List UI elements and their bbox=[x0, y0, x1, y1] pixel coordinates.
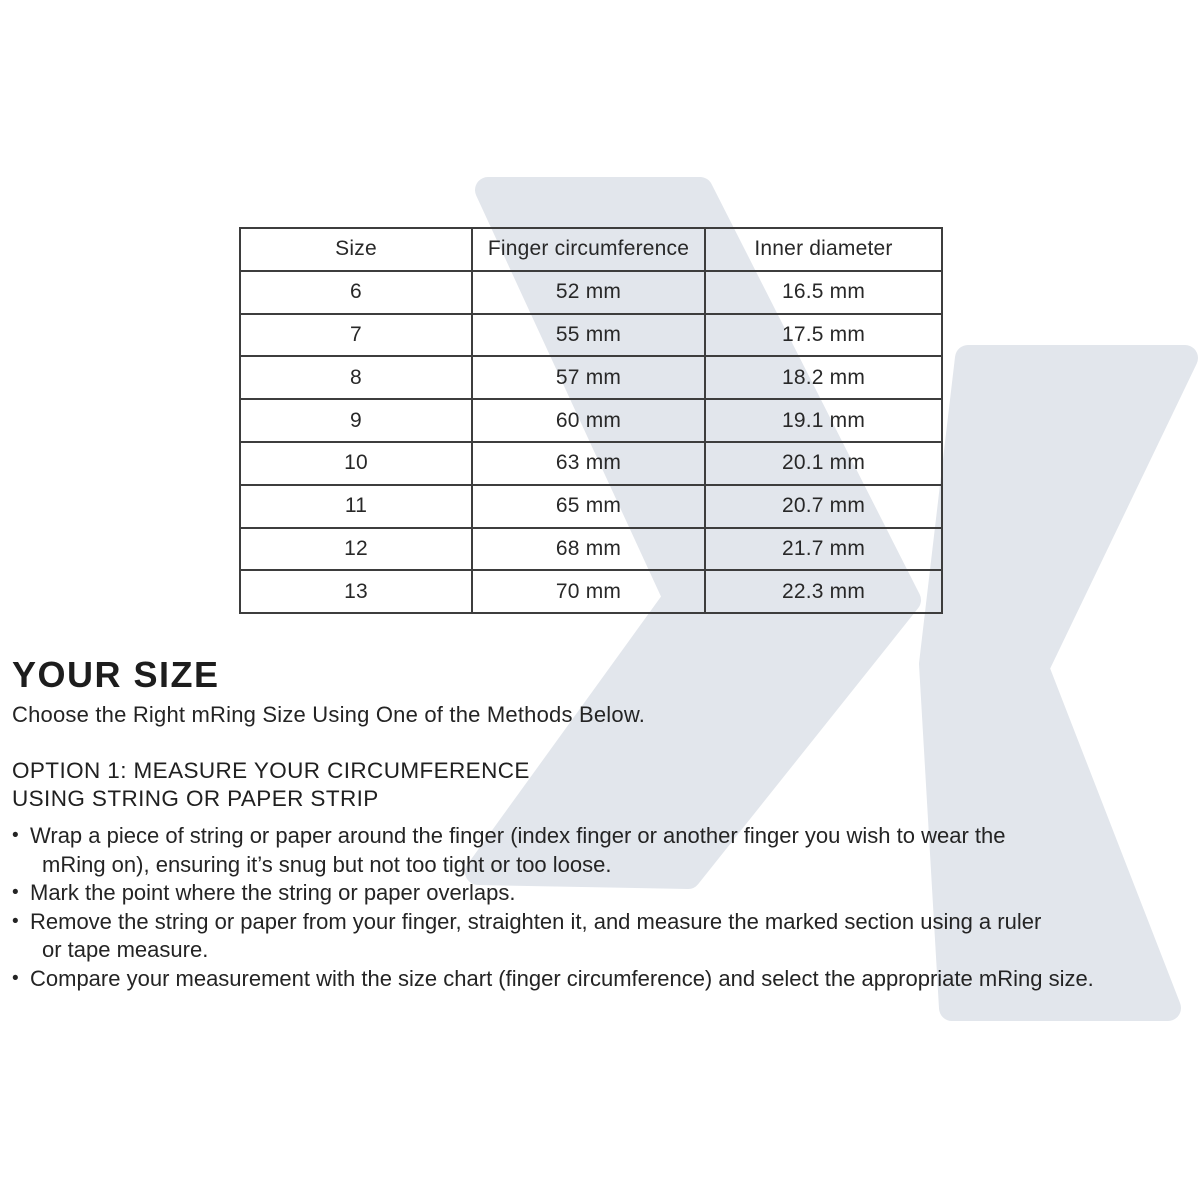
table-row bbox=[240, 485, 942, 528]
table-row bbox=[240, 528, 942, 571]
instruction-list bbox=[12, 822, 1196, 993]
instruction-item bbox=[12, 879, 1196, 908]
diameter-cell: 20.1 mm bbox=[705, 442, 942, 485]
circumference-cell: 57 mm bbox=[472, 356, 705, 399]
circumference-cell: 68 mm bbox=[472, 528, 705, 571]
bullet-icon: • bbox=[12, 882, 19, 903]
instruction-text bbox=[30, 908, 1196, 965]
bullet-icon: • bbox=[12, 967, 19, 989]
instruction-line: or tape measure. bbox=[42, 937, 209, 962]
instruction-line: Mark the point where the string or paper overlaps. bbox=[30, 880, 516, 905]
instruction-text bbox=[30, 879, 1196, 908]
size-cell: 11 bbox=[240, 485, 472, 528]
size-cell: 13 bbox=[240, 570, 472, 613]
column-header-circumference: Finger circumference bbox=[472, 228, 705, 271]
column-header-diameter: Inner diameter bbox=[705, 228, 942, 271]
circumference-cell: 60 mm bbox=[472, 399, 705, 442]
circumference-cell: 55 mm bbox=[472, 314, 705, 357]
ring-size-table bbox=[239, 227, 943, 614]
table-row bbox=[240, 314, 942, 357]
instruction-line: Compare your measurement with the size chart (finger circumference) and select the appropriate mRing size. bbox=[30, 965, 1094, 991]
size-cell: 6 bbox=[240, 271, 472, 314]
option1-heading-line1: OPTION 1: MEASURE YOUR CIRCUMFERENCE bbox=[12, 758, 530, 783]
instruction-item bbox=[12, 908, 1196, 965]
circumference-cell: 65 mm bbox=[472, 485, 705, 528]
table-row bbox=[240, 442, 942, 485]
diameter-cell: 19.1 mm bbox=[705, 399, 942, 442]
column-header-size: Size bbox=[240, 228, 472, 271]
table-row bbox=[240, 271, 942, 314]
option1-heading-line2: USING STRING OR PAPER STRIP bbox=[12, 786, 379, 811]
diameter-cell: 18.2 mm bbox=[705, 356, 942, 399]
instruction-text bbox=[30, 822, 1196, 879]
instruction-text bbox=[30, 965, 1196, 994]
instruction-item bbox=[12, 822, 1196, 879]
table-row bbox=[240, 399, 942, 442]
instruction-line: Remove the string or paper from your finger, straighten it, and measure the marked section using a ruler bbox=[30, 908, 1042, 934]
option1-heading bbox=[12, 757, 530, 813]
diameter-cell: 21.7 mm bbox=[705, 528, 942, 571]
diameter-cell: 17.5 mm bbox=[705, 314, 942, 357]
subtitle: Choose the Right mRing Size Using One of the Methods Below. bbox=[12, 702, 646, 727]
diameter-cell: 16.5 mm bbox=[705, 271, 942, 314]
circumference-cell: 52 mm bbox=[472, 271, 705, 314]
diameter-cell: 22.3 mm bbox=[705, 570, 942, 613]
diameter-cell: 20.7 mm bbox=[705, 485, 942, 528]
size-cell: 7 bbox=[240, 314, 472, 357]
size-cell: 9 bbox=[240, 399, 472, 442]
table-row bbox=[240, 356, 942, 399]
circumference-cell: 63 mm bbox=[472, 442, 705, 485]
table-row bbox=[240, 570, 942, 613]
instruction-item bbox=[12, 965, 1196, 994]
size-cell: 8 bbox=[240, 356, 472, 399]
circumference-cell: 70 mm bbox=[472, 570, 705, 613]
bullet-icon: • bbox=[12, 910, 19, 932]
instruction-line: Wrap a piece of string or paper around the finger (index finger or another finger you wish to wear the bbox=[30, 823, 1006, 848]
size-cell: 12 bbox=[240, 528, 472, 571]
size-cell: 10 bbox=[240, 442, 472, 485]
bullet-icon: • bbox=[12, 825, 19, 846]
page-title: YOUR SIZE bbox=[12, 654, 220, 695]
table-header-row bbox=[240, 228, 942, 271]
instruction-line: mRing on), ensuring it’s snug but not too tight or too loose. bbox=[42, 851, 612, 877]
